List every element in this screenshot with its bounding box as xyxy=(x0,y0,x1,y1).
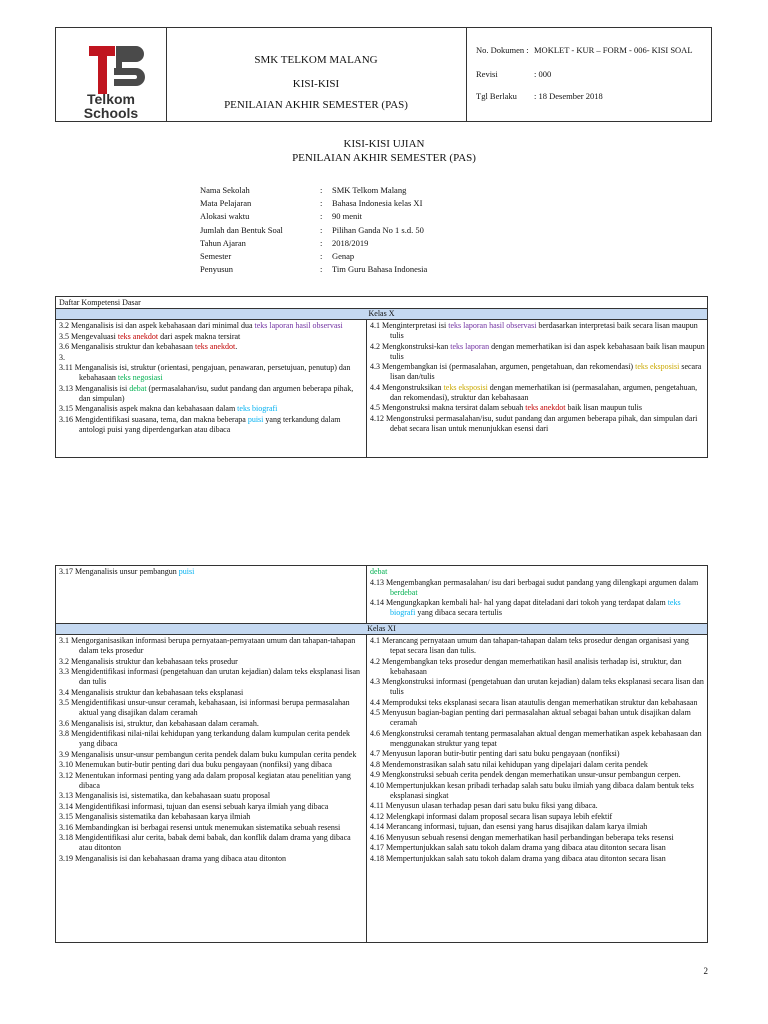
kd-item xyxy=(370,770,705,780)
kd-item xyxy=(370,657,705,677)
kd-item xyxy=(59,802,364,812)
kd-text-highlight: teks negosiasi xyxy=(117,373,163,382)
info-separator: : xyxy=(320,211,323,222)
kd-text: . xyxy=(235,342,238,351)
kd-right-column xyxy=(367,566,707,623)
kd-text: 4.18 Mempertunjukkan salah satu tokoh dalam drama yang dibaca atau ditonton secara lisan xyxy=(370,853,666,863)
kd-item xyxy=(370,636,705,656)
kd-text: 3.17 Menganalisis unsur pembangun xyxy=(59,567,179,576)
kelas-band: Kelas XI xyxy=(56,624,707,635)
info-value: Bahasa Indonesia kelas XI xyxy=(332,198,423,209)
kd-text: baik lisan maupun tulis xyxy=(565,403,642,412)
info-label: Jumlah dan Bentuk Soal xyxy=(200,224,283,235)
kd-item xyxy=(59,667,364,687)
kd-text: 3.15 Menganalisis sistematika dan kebahasaan karya ilmiah xyxy=(59,812,251,821)
info-label: Tahun Ajaran xyxy=(200,237,246,248)
kd-text-highlight: teks anekdot xyxy=(117,331,159,341)
kd-item xyxy=(59,833,364,853)
kd-text: 3.11 Menganalisis isi, struktur (orientasi, pengajuan, penawaran, persetujuan, penutup) dan kebahasaan xyxy=(59,363,351,382)
kd-text: 3.14 Mengidentifikasi informasi, tujuan dan esensi sebuah karya ilmiah yang dibaca xyxy=(59,801,329,811)
logo-cell xyxy=(56,28,167,121)
kd-text: yang terkandung dalam antologi puisi yang diperdengarkan atau dibaca xyxy=(79,414,341,434)
kd-item xyxy=(370,414,705,434)
kd-item xyxy=(59,342,364,352)
kd-item xyxy=(370,321,705,341)
info-separator: : xyxy=(320,224,323,235)
kd-item xyxy=(59,332,364,342)
kd-item xyxy=(370,567,705,577)
kd-text: 3.19 Menganalisis isi dan kebahasaan drama yang dibaca atau ditonton xyxy=(59,853,287,863)
kd-right-column xyxy=(367,320,707,458)
kd-text: 3.6 Menganalisis isi, struktur, dan kebahasaan dalam ceramah. xyxy=(59,718,259,728)
meta-revision: Revisi : 000 xyxy=(476,69,552,79)
kd-text: 3.12 Menentukan informasi penting yang ada dalam proposal kegiatan atau penelitian yang dibaca xyxy=(59,770,351,790)
kd-text: 4.7 Menyusun laporan butir-butir penting dari satu buku pengayaan (nonfiksi) xyxy=(370,749,620,758)
kd-text: 4.17 Mempertunjukkan salah satu tokoh dalam drama yang dibaca atau ditonton secara lisan xyxy=(370,843,666,852)
kd-text: 4.5 Menyusun bagian-bagian penting dari permasalahan aktual sebagai bahan untuk disajikan dalam ceramah xyxy=(370,708,691,727)
kd-item xyxy=(370,781,705,801)
kd-text: yang dibaca secara tertulis xyxy=(415,608,502,617)
kd-left-column xyxy=(56,566,367,623)
header-title-cell xyxy=(166,28,467,121)
kd-item xyxy=(59,321,364,331)
kd-text: 4.14 Merancang informasi, tujuan, dan esensi yang harus disajikan dalam karya ilmiah xyxy=(370,822,648,831)
page-title: KISI-KISI UJIAN xyxy=(343,138,425,150)
kd-text: 4.8 Mendemonstrasikan salah satu nilai kehidupan yang dipelajari dalam cerita pendek xyxy=(370,759,648,769)
kd-item xyxy=(59,384,364,404)
logo-line-2: Schools xyxy=(83,105,139,121)
info-row xyxy=(200,238,427,251)
kd-text-highlight: debat xyxy=(129,383,147,393)
page-number: 2 xyxy=(703,966,708,976)
kd-text: 3.13 Menganalisis isi, sistematika, dan kebahasaan suatu proposal xyxy=(59,791,271,800)
kd-text-highlight: teks laporan xyxy=(450,341,490,351)
logo-line-1: Telkom xyxy=(87,91,135,107)
kd-text: 3.5 Mengevaluasi xyxy=(59,331,118,341)
info-label: Nama Sekolah xyxy=(200,185,250,195)
kd-item xyxy=(370,383,705,403)
kd-item xyxy=(370,822,705,832)
kd-item xyxy=(59,812,364,822)
info-separator: : xyxy=(320,250,323,261)
kd-item xyxy=(370,854,705,864)
kd-text: 4.10 Mempertunjukkan kesan pribadi terhadap salah satu buku ilmiah yang dibaca dalam bentuk teks eksplanasi singkat xyxy=(370,780,694,800)
kd-text-highlight: teks anekdot xyxy=(194,342,236,351)
exam-name: PENILAIAN AKHIR SEMESTER (PAS) xyxy=(224,99,408,111)
info-value: 90 menit xyxy=(332,211,362,222)
kelas-band: Kelas X xyxy=(56,309,707,320)
kd-text: 4.13 Mengembangkan permasalahan/ isu dari berbagai sudut pandang yang dilengkapi argumen dalam xyxy=(370,577,699,587)
kd-text: 4.14 Mengungkapkan kembali hal- hal yang dapat diteladani dari tokoh yang terdapat dalam xyxy=(370,598,668,607)
kd-text: 3.2 Menganalisis isi dan aspek kebahasaan dari minimal dua xyxy=(59,321,255,330)
kd-text: secara lisan dan/tulis xyxy=(390,362,702,381)
kd-item xyxy=(59,636,364,656)
kd-item xyxy=(59,415,364,435)
kd-text-highlight: teks laporan hasil observasi xyxy=(448,321,537,330)
kd-item xyxy=(370,760,705,770)
info-value: Genap xyxy=(332,250,355,261)
info-value: SMK Telkom Malang xyxy=(332,185,407,195)
info-row xyxy=(200,198,427,211)
kd-text: 3.16 Mengidentifikasi suasana, tema, dan makna beberapa xyxy=(59,414,248,424)
kd-text: 4.6 Mengkonstruksi ceramah tentang permasalahan aktual dengan memerhatikan aspek kebahasaan dan menggunakan struktur yang tepat xyxy=(370,728,702,748)
info-row xyxy=(200,225,427,238)
info-label: Mata Pelajaran xyxy=(200,198,252,209)
kd-text: 4.3 Mengkonstruksi informasi (pengetahuan dan urutan kejadian) dalam teks eksplanasi secara lisan dan tulis xyxy=(370,677,704,696)
kd-text: 4.4 Memproduksi teks eksplanasi secara lisan atautulis dengan memerhatikan struktur dan kebahasaan xyxy=(370,697,698,707)
info-row xyxy=(200,185,427,198)
kd-text: 4.9 Mengkonstruksi sebuah cerita pendek dengan memerhatikan unsur-unsur pembangun cerpen. xyxy=(370,770,681,779)
kd-text: 3.16 Membandingkan isi berbagai resensi untuk menemukan sistematika sebuah resensi xyxy=(59,822,341,832)
kd-text: 4.1 Merancang pernyataan umum dan tahapan-tahapan dalam teks prosedur dengan organisasi yang tepat secara lisan dan tulis. xyxy=(370,636,689,655)
kd-text: 3.9 Menganalisis unsur-unsur pembangun cerita pendek dalam buku kumpulan cerita pendek xyxy=(59,749,357,759)
kd-text-highlight: puisi xyxy=(178,567,195,576)
document-header xyxy=(55,27,712,122)
kd-item xyxy=(59,363,364,383)
info-separator: : xyxy=(320,264,323,275)
kd-text: 3. xyxy=(59,352,65,362)
kd-left-column xyxy=(56,635,367,943)
kd-item xyxy=(370,342,705,362)
kd-text-highlight: teks anekdot xyxy=(525,403,566,412)
kd-text: 4.12 Melengkapi informasi dalam proposal secara lisan supaya lebih efektif xyxy=(370,811,613,821)
kd-text: 3.5 Mengidentifikasi unsur-unsur ceramah, kebahasaan, isi informasi berupa permasalahan aktual yang disajikan dalam ceramah xyxy=(59,698,350,717)
kd-text: 3.1 Mengorganisasikan informasi berupa pernyataan-pernyataan umum dan tahapan-tahapan dalam teks prosedur xyxy=(59,636,356,655)
info-value: Pilihan Ganda No 1 s.d. 50 xyxy=(332,224,424,235)
info-label: Semester xyxy=(200,250,232,261)
kd-table-kelas-x xyxy=(55,296,708,458)
info-label: Penyusun xyxy=(200,264,234,275)
kd-text: 3.13 Menganalisis isi xyxy=(59,383,130,393)
kd-text: dengan memerhatikan isi (permasalahan, argumen, pengetahuan, dan rekomendasi), struktur dan kebahasaan xyxy=(390,382,698,402)
kd-item xyxy=(370,403,705,413)
kd-item xyxy=(370,749,705,759)
kd-text-highlight: teks eksposisi xyxy=(635,362,680,371)
school-name: SMK TELKOM MALANG xyxy=(254,54,378,66)
info-row xyxy=(200,251,427,264)
kd-text: 4.1 Menginterpretasi isi xyxy=(370,321,449,330)
kd-text-highlight: teks eksposisi xyxy=(443,382,488,392)
kd-item xyxy=(59,353,364,363)
kd-text-highlight: berdebat xyxy=(390,587,418,597)
kd-left-column xyxy=(56,320,367,458)
kd-item xyxy=(59,823,364,833)
kd-item xyxy=(59,750,364,760)
kd-right-column xyxy=(367,635,707,943)
kd-text-highlight: debat xyxy=(370,567,388,576)
info-separator: : xyxy=(320,198,323,209)
kd-item xyxy=(59,404,364,414)
meta-doc-number: No. Dokumen : MOKLET - KUR – FORM - 006- KISI SOAL xyxy=(476,45,693,55)
kd-item xyxy=(59,791,364,801)
info-value: Tim Guru Bahasa Indonesia xyxy=(332,264,428,275)
meta-valid-date: Tgl Berlaku : 18 Desember 2018 xyxy=(476,91,603,101)
kd-text-highlight: puisi xyxy=(247,414,264,424)
kd-item xyxy=(59,760,364,770)
kd-item xyxy=(370,578,705,598)
kd-text: 3.4 Menganalisis struktur dan kebahasaan teks eksplanasi xyxy=(59,687,244,697)
kd-item xyxy=(370,708,705,728)
kd-item xyxy=(370,812,705,822)
info-separator: : xyxy=(320,237,323,248)
kd-text: 3.6 Menganalisis struktur dan kebahasaan xyxy=(59,342,195,351)
kd-item xyxy=(370,598,705,618)
kd-item xyxy=(59,729,364,749)
kd-item xyxy=(59,698,364,718)
kd-text-highlight: teks laporan hasil observasi xyxy=(254,321,343,330)
kd-table-heading: Daftar Kompetensi Dasar xyxy=(56,297,707,309)
kd-text: 4.2 Mengkonstruksi-kan xyxy=(370,341,451,351)
kd-item xyxy=(59,771,364,791)
kd-text: 3.8 Mengidentifikasi nilai-nilai kehidupan yang terkandung dalam kumpulan cerita pendek yang dibaca xyxy=(59,729,351,748)
kd-item xyxy=(59,567,364,577)
kd-text: dengan memerhatikan isi dan aspek kebahasaan baik lisan maupun tulis xyxy=(390,341,705,361)
header-meta-cell xyxy=(466,28,711,121)
kd-item xyxy=(370,843,705,853)
kd-item xyxy=(370,801,705,811)
info-label: Alokasi waktu xyxy=(200,211,250,222)
kd-text: 4.2 Mengembangkan teks prosedur dengan memerhatikan hasil analisis terhadap isi, struktur, dan kebahasaan xyxy=(370,656,682,676)
kd-text: 3.18 Mengidentifikasi alur cerita, babak demi babak, dan konflik dalam drama yang dibaca atau ditonton xyxy=(59,833,351,852)
kd-table-kelas-xi xyxy=(55,565,708,943)
kd-item xyxy=(370,677,705,697)
kd-text: dari aspek makna tersirat xyxy=(158,331,241,341)
kd-item xyxy=(59,688,364,698)
exam-info xyxy=(200,185,427,277)
info-separator: : xyxy=(320,185,323,195)
kd-text: 4.11 Menyusun ulasan terhadap pesan dari satu buku fiksi yang dibaca. xyxy=(370,801,598,810)
kd-item xyxy=(370,729,705,749)
kd-text-highlight: teks biografi xyxy=(390,598,681,617)
kd-item xyxy=(370,362,705,382)
kd-text: (permasalahan/isu, sudut pandang dan argumen beberapa pihak, dan simpulan) xyxy=(79,383,354,403)
kd-text: 3.2 Menganalisis struktur dan kebahasaan teks prosedur xyxy=(59,656,238,666)
kd-text: 3.15 Menganalisis aspek makna dan kebahasaan dalam xyxy=(59,404,238,413)
kd-item xyxy=(59,657,364,667)
kd-text: 4.3 Mengembangkan isi (permasalahan, argumen, pengetahuan, dan rekomendasi) xyxy=(370,362,636,371)
page-subtitle: PENILAIAN AKHIR SEMESTER (PAS) xyxy=(292,152,476,164)
kd-text: 4.5 Mengonstruksi makna tersirat dalam sebuah xyxy=(370,403,526,412)
kd-text: 3.10 Menemukan butir-butir penting dari dua buku pengayaan (nonfiksi) yang dibaca xyxy=(59,760,332,769)
kd-text: 4.12 Mengonstruksi permasalahan/isu, sudut pandang dan argumen beberapa pihak, dan simpulan dari debat secara lisan untuk menunjukkan esensi dari xyxy=(370,413,698,433)
kd-text: 4.4 Mengonstruksikan xyxy=(370,382,444,392)
info-row xyxy=(200,264,427,277)
kd-item xyxy=(370,698,705,708)
info-value: 2018/2019 xyxy=(332,237,369,248)
info-row xyxy=(200,211,427,224)
kd-item xyxy=(59,719,364,729)
kd-text: berdasarkan interpretasi baik secara lisan maupun tulis xyxy=(390,321,698,340)
kd-item xyxy=(370,833,705,843)
kd-text: 3.3 Mengidentifikasi informasi (pengetahuan dan urutan kejadian) dalam teks eksplanasi lisan dan tulis xyxy=(59,667,361,686)
kd-text: 4.16 Menyusun sebuah resensi dengan memerhatikan hasil perbandingan beberapa teks resensi xyxy=(370,832,674,842)
kd-text-highlight: teks biografi xyxy=(237,404,278,413)
kd-item xyxy=(59,854,364,864)
doc-type: KISI-KISI xyxy=(292,78,340,90)
